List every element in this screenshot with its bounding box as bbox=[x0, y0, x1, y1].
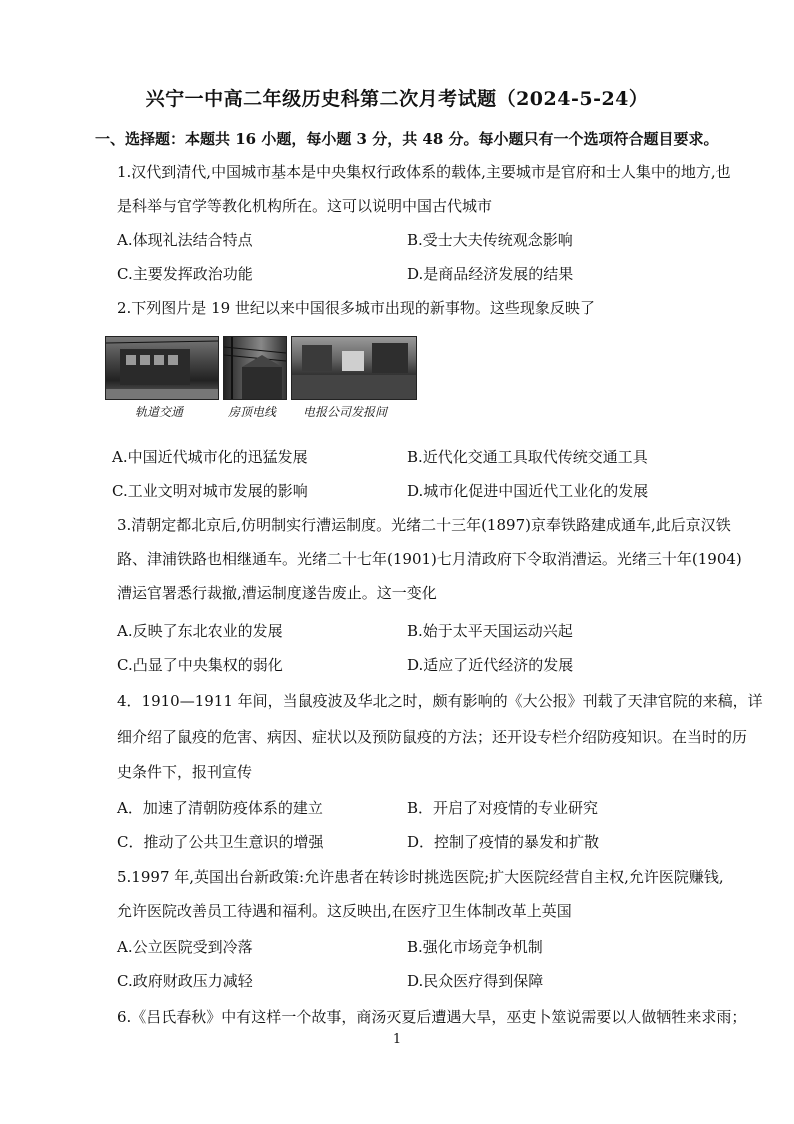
q1-option-d: D.是商品经济发展的结果 bbox=[407, 265, 574, 283]
q5-option-d: D.民众医疗得到保障 bbox=[407, 972, 544, 990]
q2-option-a: A.中国近代城市化的迅猛发展 bbox=[112, 448, 308, 466]
q5-text-line-1: 5.1997 年,英国出台新政策:允许患者在转诊时挑选医院;扩大医院经营自主权,允许医院赚钱, bbox=[117, 868, 724, 886]
q1-option-b: B.受士大夫传统观念影响 bbox=[407, 231, 573, 249]
q1-text-line-1: 1.汉代到清代,中国城市基本是中央集权行政体系的载体,主要城市是官府和士人集中的地方,也 bbox=[117, 163, 731, 181]
q4-option-b: B．开启了对疫情的专业研究 bbox=[407, 799, 599, 817]
q3-text-line-3: 漕运官署悉行裁撤,漕运制度遂告废止。这一变化 bbox=[117, 584, 437, 602]
q3-text-line-1: 3.清朝定都北京后,仿明制实行漕运制度。光绪二十三年(1897)京奉铁路建成通车,此后京汉铁 bbox=[117, 516, 731, 534]
q5-option-c: C.政府财政压力减轻 bbox=[117, 972, 253, 990]
q6-text-line-1: 6.《吕氏春秋》中有这样一个故事，商汤灭夏后遭遇大旱，巫吏卜筮说需要以人做牺牲来求雨； bbox=[117, 1008, 747, 1026]
section-heading: 一、选择题：本题共 16 小题，每小题 3 分，共 48 分。每小题只有一个选项符合题目要求。 bbox=[95, 130, 719, 148]
q2-caption-1: 轨道交通 bbox=[135, 405, 184, 419]
q1-option-c: C.主要发挥政治功能 bbox=[117, 265, 253, 283]
q5-text-line-2: 允许医院改善员工待遇和福利。这反映出,在医疗卫生体制改革上英国 bbox=[117, 902, 572, 920]
q3-option-b: B.始于太平天国运动兴起 bbox=[407, 622, 573, 640]
q5-option-b: B.强化市场竞争机制 bbox=[407, 938, 543, 956]
tram-photo bbox=[105, 336, 219, 400]
q4-text-line-2: 细介绍了鼠疫的危害、病因、症状以及预防鼠疫的方法；还开设专栏介绍防疫知识。在当时的历 bbox=[117, 728, 748, 746]
q2-caption-3: 电报公司发报间 bbox=[303, 405, 388, 419]
q2-option-d: D.城市化促进中国近代工业化的发展 bbox=[407, 482, 649, 500]
q5-option-a: A.公立医院受到冷落 bbox=[117, 938, 253, 956]
q2-option-b: B.近代化交通工具取代传统交通工具 bbox=[407, 448, 648, 466]
q2-option-c: C.工业文明对城市发展的影响 bbox=[112, 482, 308, 500]
q1-text-line-2: 是科举与官学等教化机构所在。这可以说明中国古代城市 bbox=[117, 197, 493, 215]
telegraph-office-photo bbox=[291, 336, 417, 400]
page-title: 兴宁一中高二年级历史科第二次月考试题（2024-5-24） bbox=[145, 88, 649, 110]
q3-text-line-2: 路、津浦铁路也相继通车。光绪二十七年(1901)七月清政府下令取消漕运。光绪三十年(1904) bbox=[117, 550, 742, 568]
q3-option-a: A.反映了东北农业的发展 bbox=[117, 622, 283, 640]
q4-option-a: A．加速了清朝防疫体系的建立 bbox=[117, 799, 323, 817]
rooftop-wires-photo bbox=[223, 336, 287, 400]
q2-caption-2: 房顶电线 bbox=[228, 405, 277, 419]
q3-option-d: D.适应了近代经济的发展 bbox=[407, 656, 574, 674]
q3-option-c: C.凸显了中央集权的弱化 bbox=[117, 656, 283, 674]
q1-option-a: A.体现礼法结合特点 bbox=[117, 231, 253, 249]
page-number: 1 bbox=[392, 1032, 402, 1047]
q2-text-line-1: 2.下列图片是 19 世纪以来中国很多城市出现的新事物。这些现象反映了 bbox=[117, 299, 595, 317]
q4-option-d: D．控制了疫情的暴发和扩散 bbox=[407, 833, 600, 851]
q2-photo-strip bbox=[105, 336, 425, 424]
q4-text-line-1: 4．1910—1911 年间，当鼠疫波及华北之时，颇有影响的《大公报》刊载了天津官院的来稿，详 bbox=[117, 692, 763, 710]
q4-option-c: C．推动了公共卫生意识的增强 bbox=[117, 833, 324, 851]
q4-text-line-3: 史条件下，报刊宣传 bbox=[117, 763, 253, 781]
